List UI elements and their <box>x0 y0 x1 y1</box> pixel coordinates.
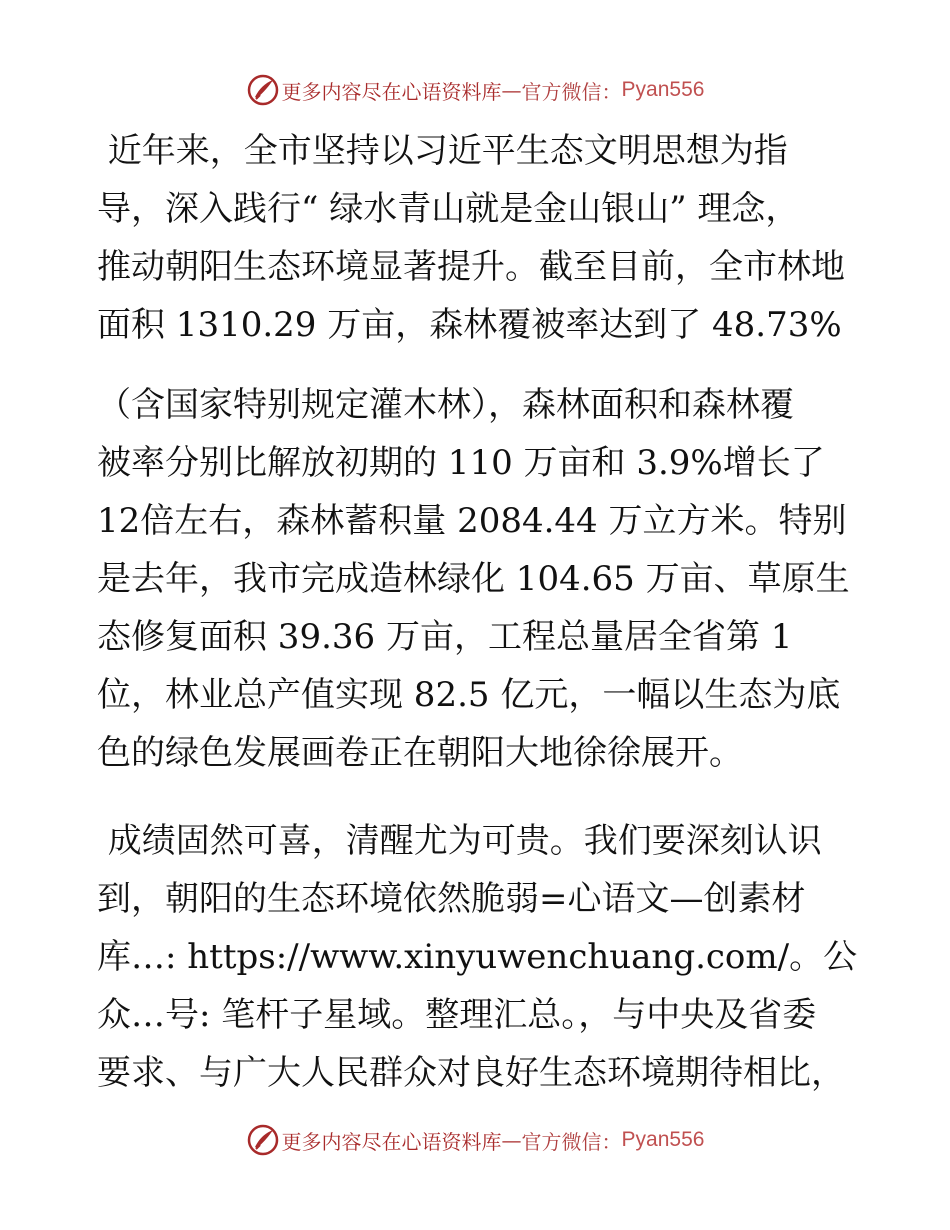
header-wechat-label: 官方微信： <box>521 79 622 104</box>
header-wechat-id: Pyan556 <box>621 78 705 101</box>
document-body <box>97 122 857 1102</box>
paragraph-1 <box>97 122 857 782</box>
footer-dash: — <box>501 1128 522 1152</box>
paragraph-2 <box>97 812 857 1102</box>
text-line: 态修复面积 39.36 万亩，工程总量居全省第 1 <box>97 617 793 657</box>
text-line: 面积 1310.29 万亩，森林覆被率达到了 48.73% <box>97 305 842 345</box>
quill-logo-icon <box>246 1123 280 1157</box>
text-line: 12倍左右，森林蓄积量 2084.44 万立方米。特别 <box>97 501 847 541</box>
text-line: 被率分别比解放初期的 110 万亩和 3.9%增长了 <box>97 443 825 483</box>
footer-site-text: 更多内容尽在心语资料库 <box>281 1129 502 1154</box>
text-line: 众…号: 笔杆子星域。整理汇总。，与中央及省委 <box>97 995 817 1035</box>
header-banner <box>0 68 950 112</box>
text-line: 成绩固然可喜，清醒尤为可贵。我们要深刻认识 <box>97 821 822 861</box>
header-dash: — <box>501 78 522 102</box>
text-line: 是去年，我市完成造林绿化 104.65 万亩、草原生 <box>97 559 850 599</box>
text-line: 导，深入践行“ 绿水青山就是金山银山” 理念， <box>97 189 800 229</box>
text-line: （含国家特别规定灌木林），森林面积和森林覆 <box>97 385 794 425</box>
text-line: 到，朝阳的生态环境依然脆弱=心语文—创素材 <box>97 879 806 919</box>
footer-banner <box>0 1118 950 1162</box>
quill-logo-icon <box>246 73 280 107</box>
text-line: 近年来，全市坚持以习近平生态文明思想为指 <box>97 131 788 171</box>
text-line: 色的绿色发展画卷正在朝阳大地徐徐展开。 <box>97 733 743 773</box>
footer-wechat-id: Pyan556 <box>621 1128 705 1151</box>
footer-wechat-label: 官方微信： <box>521 1129 622 1154</box>
text-line: 位，林业总产值实现 82.5 亿元，一幅以生态为底 <box>97 675 841 715</box>
text-line: 要求、与广大人民群众对良好生态环境期待相比， <box>97 1053 845 1093</box>
paragraph-gap <box>97 782 857 812</box>
text-line: 库…: https://www.xinyuwenchuang.com/。公 <box>97 937 857 977</box>
text-line: 推动朝阳生态环境显著提升。截至目前，全市林地 <box>97 247 845 287</box>
header-site-text: 更多内容尽在心语资料库 <box>281 79 502 104</box>
